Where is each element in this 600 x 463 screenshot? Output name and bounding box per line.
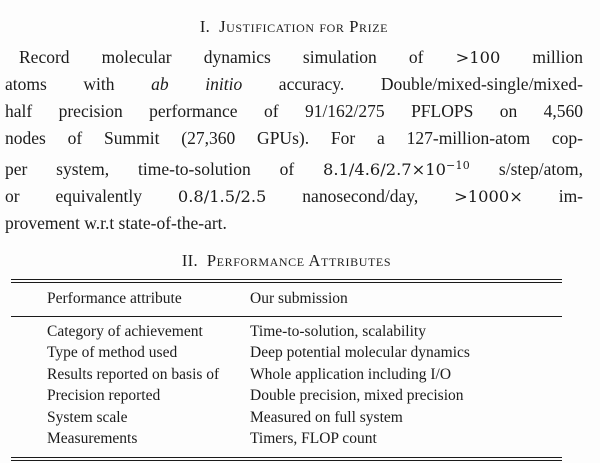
table-header-row: [11, 283, 562, 317]
text-segment: s/step/atom,: [470, 159, 583, 179]
row-attribute: Precision reported: [47, 387, 161, 404]
table-row: [11, 342, 562, 364]
section1-title: Justification for Prize: [219, 17, 389, 36]
text-segment: nodes of Summit (27,360 GPUs). For a 127-million-atom cop-: [5, 128, 583, 148]
italic-segment: ab initio: [151, 74, 243, 94]
row-value: Double precision, mixed precision: [250, 387, 464, 404]
section2-number: II.: [181, 251, 198, 270]
text-segment: half precision performance of 91/162/275 PFLOPS on 4,560: [5, 101, 583, 121]
justification-paragraph: [5, 44, 583, 237]
row-attribute: Type of method used: [47, 344, 178, 361]
performance-table: [11, 279, 562, 461]
row-attribute: Results reported on basis of: [47, 365, 220, 383]
text-segment: im-: [522, 186, 584, 206]
table-row: [11, 321, 562, 343]
header-performance-attribute: Performance attribute: [47, 290, 182, 307]
paragraph-line-5: [5, 152, 583, 183]
table-row: [11, 428, 562, 450]
row-value: Deep potential molecular dynamics: [250, 344, 470, 361]
paragraph-line-1: [5, 44, 583, 71]
text-segment: provement w.r.t state-of-the-art.: [5, 213, 227, 233]
section1-number: I.: [199, 17, 211, 36]
table-body: [11, 317, 562, 457]
text-segment: accuracy. Double/mixed-single/mixed-: [242, 74, 583, 94]
math-segment: 0.8/1.5/2.5: [177, 187, 267, 206]
math-segment: 8.1/4.6/2.7×10: [323, 160, 446, 179]
row-attribute: Category of achievement: [47, 322, 203, 340]
text-segment: per system, time-to-solution of: [5, 159, 324, 179]
text-segment: atoms with: [5, 74, 152, 94]
section2-heading: [11, 250, 562, 272]
paragraph-line-3: [5, 98, 583, 125]
table-row: [11, 364, 562, 386]
paragraph-line-4: [5, 125, 583, 152]
superscript-exponent: −10: [445, 159, 471, 172]
paragraph-line-2: [5, 71, 583, 98]
table-row: [11, 385, 562, 407]
row-value: Time-to-solution, scalability: [250, 322, 426, 340]
row-attribute: System scale: [47, 408, 128, 426]
paragraph-line-7: [5, 210, 583, 237]
row-attribute: Measurements: [47, 430, 138, 447]
table-row: [11, 407, 562, 429]
text-segment: or equivalently: [5, 186, 178, 206]
header-our-submission: Our submission: [250, 290, 348, 307]
row-value: Measured on full system: [250, 408, 403, 426]
text-segment: nanosecond/day,: [266, 186, 455, 206]
row-value: Timers, FLOP count: [250, 430, 377, 447]
math-segment: >1000×: [454, 187, 523, 206]
section2-title: Performance Attributes: [206, 251, 392, 270]
row-value: Whole application including I/O: [250, 365, 452, 383]
text-segment: million: [500, 47, 583, 67]
text-segment: Record molecular dynamics simulation of: [19, 47, 456, 67]
math-segment: >100: [455, 48, 501, 67]
paragraph-line-6: [5, 183, 583, 210]
section1-heading: [5, 16, 583, 38]
performance-attributes-section: [11, 250, 562, 461]
